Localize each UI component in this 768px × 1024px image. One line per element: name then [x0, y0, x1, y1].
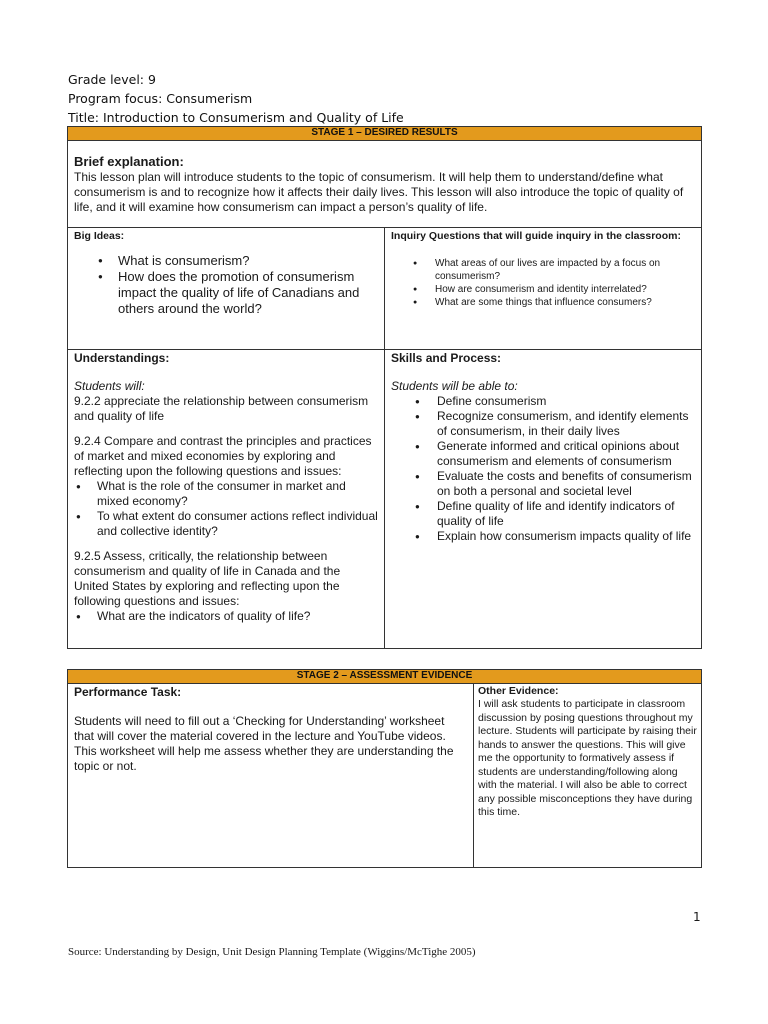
list-item: ● How are consumerism and identity interrelated?: [391, 283, 695, 296]
list-item: ● Define quality of life and identify indicators of quality of life: [391, 499, 695, 529]
brief-explanation-cell: [68, 141, 702, 228]
list-item: ● What are some things that influence consumers?: [391, 296, 695, 309]
list-item: ● What is consumerism?: [74, 253, 378, 269]
list-item: ● Evaluate the costs and benefits of consumerism on both a personal and societal level: [391, 469, 695, 499]
brief-explanation-title: Brief explanation:: [74, 154, 184, 169]
understanding-9-2-2: 9.2.2 appreciate the relationship between consumerism and quality of life: [74, 394, 369, 423]
stage2-table: [67, 669, 702, 868]
students-will: Students will:: [74, 379, 145, 393]
understandings-cell: [68, 350, 385, 649]
big-ideas-list: [74, 253, 378, 317]
program-focus: Program focus: Consumerism: [68, 91, 253, 106]
understandings-label: Understandings:: [74, 351, 170, 365]
stage1-table: [67, 126, 702, 649]
able-to: Students will be able to:: [391, 379, 518, 393]
list-item: ● What is the role of the consumer in market and mixed economy?: [74, 479, 378, 509]
understanding-9-2-4: 9.2.4 Compare and contrast the principles and practices of market and mixed economies by exploring and reflecting upon the following questions and issues:: [74, 434, 372, 478]
performance-task-label: Performance Task:: [74, 685, 182, 699]
source-citation: Source: Understanding by Design, Unit Design Planning Template (Wiggins/McTighe 2005): [68, 946, 476, 958]
list-item: ● What areas of our lives are impacted by a focus on consumerism?: [391, 257, 695, 283]
understanding-9-2-5-list: [74, 609, 378, 624]
list-item: ● Generate informed and critical opinions about consumerism and elements of consumerism: [391, 439, 695, 469]
other-evidence-label: Other Evidence:: [478, 685, 559, 697]
brief-explanation-text: This lesson plan will introduce students to the topic of consumerism. It will help them to understand/define what consumerism is and to recognize how it affects their daily lives. This lesson will also introduce the topic of quality of life, and it will examine how consumerism can impact a person’s quality of life.: [74, 170, 684, 214]
list-item: ● To what extent do consumer actions reflect individual and collective identity?: [74, 509, 378, 539]
list-item: ● Explain how consumerism impacts quality of life: [391, 529, 695, 544]
performance-task-cell: [68, 684, 474, 868]
performance-task-text: Students will need to fill out a ‘Checking for Understanding’ worksheet that will cover the material covered in the lecture and YouTube videos. This worksheet will help me assess whether they are understanding the topic or not.: [74, 714, 454, 773]
list-item: ● What are the indicators of quality of life?: [74, 609, 378, 624]
list-item: ● How does the promotion of consumerism impact the quality of life of Canadians and others around the world?: [74, 269, 378, 317]
understanding-9-2-4-list: [74, 479, 378, 539]
stage1-bar: STAGE 1 – DESIRED RESULTS: [68, 127, 702, 141]
understanding-9-2-5: 9.2.5 Assess, critically, the relationship between consumerism and quality of life in Canada and the United States by exploring and reflecting upon the following questions and issues:: [74, 549, 341, 608]
other-evidence-cell: [474, 684, 702, 868]
stage2-bar: STAGE 2 – ASSESSMENT EVIDENCE: [68, 670, 702, 684]
skills-label: Skills and Process:: [391, 351, 502, 365]
inquiry-cell: [385, 228, 702, 350]
inquiry-list: [391, 257, 695, 309]
list-item: ● Recognize consumerism, and identify elements of consumerism, in their daily lives: [391, 409, 695, 439]
skills-cell: [385, 350, 702, 649]
big-ideas-label: Big Ideas:: [74, 230, 125, 242]
list-item: ● Define consumerism: [391, 394, 695, 409]
lesson-title: Title: Introduction to Consumerism and Quality of Life: [68, 110, 404, 125]
big-ideas-cell: [68, 228, 385, 350]
page-number: 1: [693, 910, 701, 924]
skills-list: [391, 394, 695, 544]
other-evidence-text: I will ask students to participate in classroom discussion by posing questions throughout my lecture. Students will participate by raising their hands to answer the questions. This will give me the opportunity to formatively assess if students are understanding/following along with the material. I will also be able to correct any possible misconceptions they have during this time.: [478, 698, 697, 818]
inquiry-label: Inquiry Questions that will guide inquiry in the classroom:: [391, 230, 681, 242]
grade-level: Grade level: 9: [68, 72, 156, 87]
